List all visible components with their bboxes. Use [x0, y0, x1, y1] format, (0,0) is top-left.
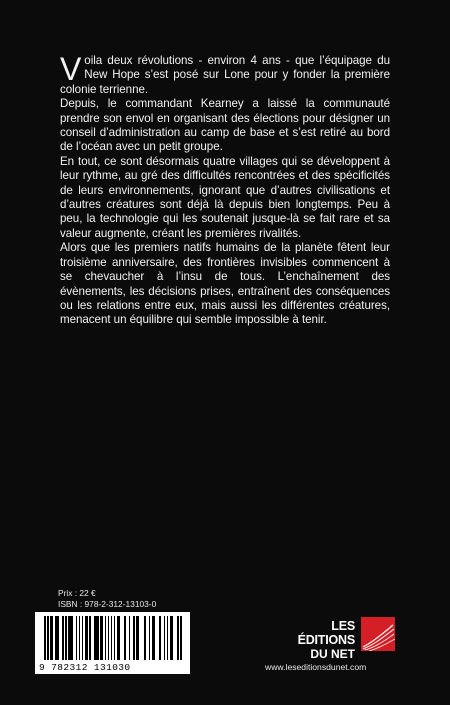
publisher-logo [275, 617, 395, 661]
barcode-digits: 9 782312 131030 [39, 662, 131, 673]
publisher-emblem-icon [361, 617, 395, 651]
back-cover-blurb [60, 51, 390, 328]
publisher-name-line1: LES ÉDITIONS [297, 619, 355, 647]
blurb-paragraph-1 [60, 51, 390, 97]
publisher-website: www.leseditionsdunet.com [265, 662, 367, 672]
blurb-paragraph-1-text: oila deux révolutions - environ 4 ans - que l’équipage du New Hope s’est posé sur Lone pour y fonder la première colonie terrienne. [60, 54, 390, 96]
blurb-paragraph-3: En tout, ce sont désormais quatre villages qui se développent à leur rythme, au gré des difficultés rencontrées et des spécificités de leurs environnements, ignorant que d’autres civilisations et d’autres créatures sont déjà là depuis bien longtemps. Peu à peu, la technologie qui les soutenait jusque-là se fait rare et sa valeur augmente, créant les premières rivalités. [60, 154, 390, 240]
isbn-barcode [35, 612, 190, 674]
publisher-name-line2: DU NET [310, 647, 355, 661]
publisher-wordmark [275, 619, 355, 661]
price-text: Prix : 22 € [58, 588, 96, 598]
barcode-bars [44, 616, 182, 660]
drop-cap: V [60, 51, 82, 87]
price-isbn-block [58, 588, 156, 610]
blurb-paragraph-2: Depuis, le commandant Kearney a laissé la communauté prendre son envol en organisant des élections pour désigner un conseil d’administration au camp de base et s’est retiré au bord de l’océan avec un petit groupe. [60, 97, 390, 154]
blurb-paragraph-4: Alors que les premiers natifs humains de la planète fêtent leur troisième anniversaire, des frontières invisibles commencent à se chevaucher à l’insu de tous. L’enchaînement des évènements, les décisions prises, entraînent des conséquences ou les relations entre eux, mais aussi les différentes créatures, menacent un équilibre qui semble impossible à tenir. [60, 241, 390, 327]
barcode-bar [180, 616, 182, 660]
isbn-text: ISBN : 978-2-312-13103-0 [58, 599, 157, 609]
